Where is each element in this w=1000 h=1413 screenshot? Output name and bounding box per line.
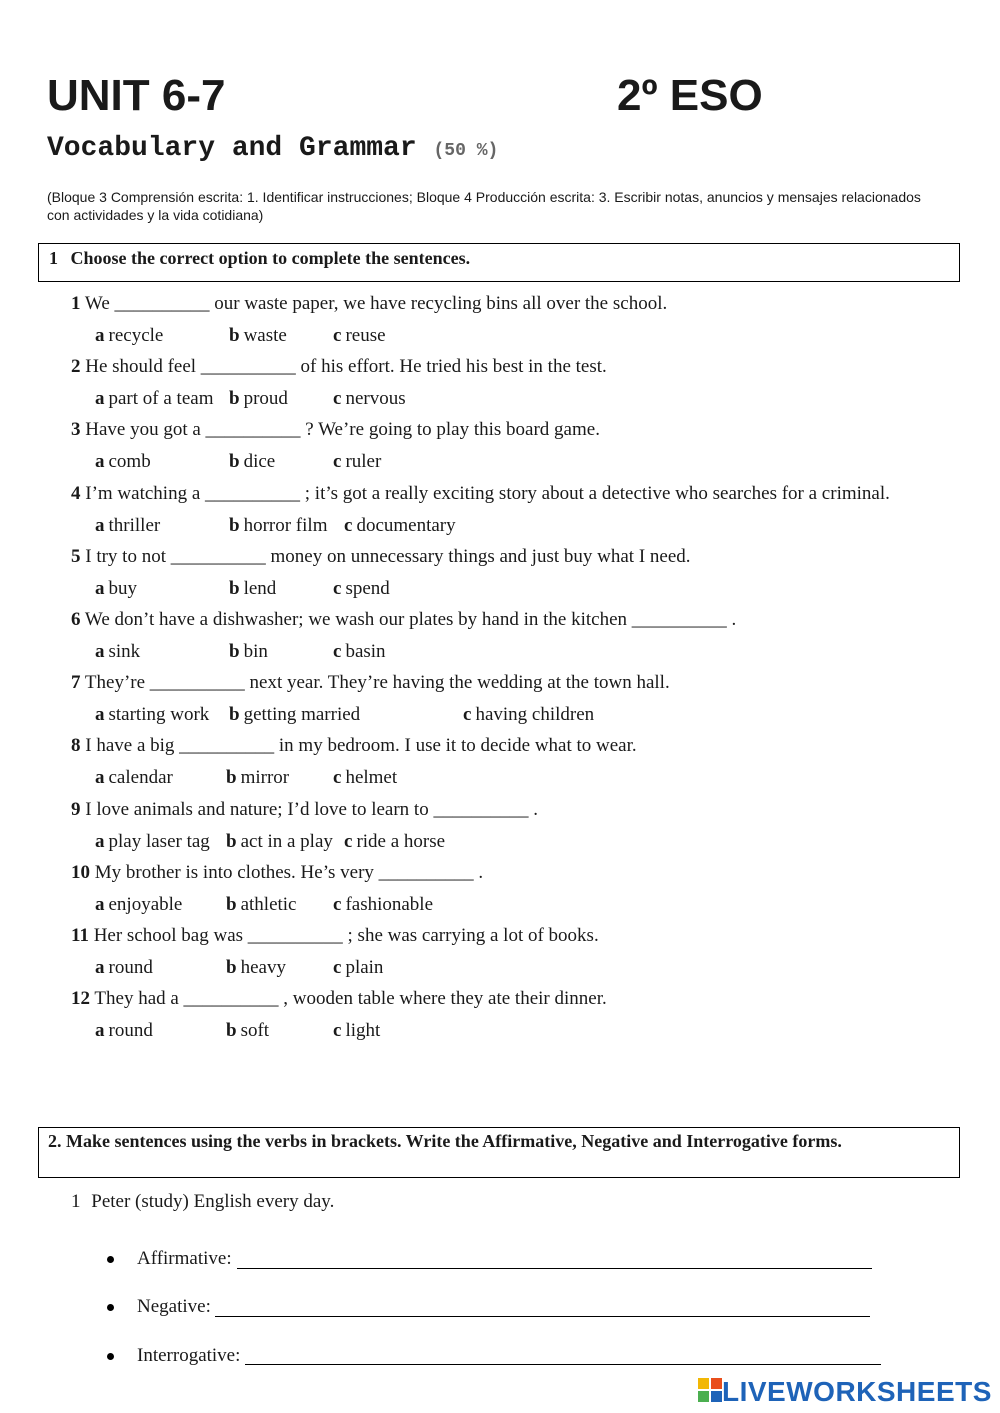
question-sentence: We __________ our waste paper, we have recycling bins all over the school. (80, 293, 668, 314)
option-text: helmet (345, 767, 398, 789)
option-text: ride a horse (356, 830, 446, 852)
question-number: 6 (71, 609, 81, 630)
exercise2-item-text: Peter (study) English every day. (91, 1191, 335, 1212)
exercise1-instruction: Choose the correct option to complete the sentences. (70, 248, 471, 268)
question-sentence: Her school bag was __________ ; she was carrying a lot of books. (88, 925, 599, 946)
option-letter: c (333, 641, 342, 662)
option-c[interactable] (333, 326, 386, 345)
question-11 (71, 926, 599, 945)
option-a[interactable] (95, 958, 153, 977)
option-c[interactable] (333, 768, 397, 787)
option-text: ruler (345, 451, 382, 473)
option-text: proud (243, 388, 288, 410)
question-number: 9 (71, 798, 81, 820)
option-a[interactable] (95, 326, 163, 345)
option-b[interactable] (226, 958, 286, 977)
option-letter: b (229, 388, 240, 410)
option-a[interactable] (95, 452, 151, 471)
option-b[interactable] (226, 895, 297, 914)
option-letter: c (333, 957, 342, 978)
question-sentence: We don’t have a dishwasher; we wash our plates by hand in the kitchen __________ . (80, 609, 737, 630)
option-text: reuse (345, 325, 386, 346)
page-subtitle (47, 133, 498, 164)
exercise1-instruction-box (38, 243, 960, 282)
option-b[interactable] (226, 832, 333, 851)
question-number: 11 (71, 925, 89, 946)
question-number: 10 (71, 861, 90, 883)
exercise2-instruction: 2. Make sentences using the verbs in brackets. Write the Affirmative, Negative and Interrogative forms. (48, 1131, 842, 1151)
question-number: 8 (71, 735, 81, 757)
option-text: bin (243, 641, 268, 662)
question-number: 1 (71, 293, 81, 314)
option-text: part of a team (108, 388, 214, 410)
option-letter: a (95, 325, 105, 346)
option-letter: b (229, 641, 240, 662)
option-letter: a (95, 957, 105, 978)
option-letter: b (229, 704, 240, 726)
option-text: round (108, 957, 153, 978)
question-8 (71, 736, 637, 755)
option-a[interactable] (95, 1021, 153, 1040)
option-text: having children (475, 704, 595, 726)
option-a[interactable] (95, 768, 173, 787)
option-text: thriller (108, 514, 161, 536)
negative-answer-line[interactable] (215, 1316, 870, 1317)
option-text: round (108, 1020, 153, 1042)
option-text: getting married (243, 704, 361, 726)
option-text: light (345, 1020, 381, 1042)
option-text: recycle (108, 325, 164, 346)
option-text: mirror (240, 767, 290, 789)
option-text: starting work (108, 704, 210, 726)
question-4 (71, 484, 890, 503)
option-letter: b (226, 767, 237, 789)
option-letter: c (333, 451, 342, 473)
option-c[interactable] (333, 895, 433, 914)
option-b[interactable] (229, 642, 268, 661)
option-c[interactable] (333, 1021, 380, 1040)
question-number: 5 (71, 545, 81, 567)
option-letter: c (344, 514, 353, 536)
option-a[interactable] (95, 579, 137, 598)
option-c[interactable] (344, 832, 445, 851)
question-sentence: I’m watching a __________ ; it’s got a really exciting story about a detective who searches for a criminal. (80, 482, 890, 504)
option-text: plain (345, 957, 384, 978)
question-9 (71, 800, 538, 819)
option-letter: c (333, 325, 342, 346)
option-text: buy (108, 577, 137, 599)
question-sentence: They’re __________ next year. They’re having the wedding at the town hall. (80, 672, 670, 694)
option-b[interactable] (229, 705, 360, 724)
exercise1-number: 1 (49, 248, 58, 268)
option-letter: b (229, 325, 240, 346)
option-text: spend (345, 577, 390, 599)
option-letter: c (333, 1020, 342, 1042)
option-c[interactable] (333, 389, 406, 408)
option-letter: b (229, 451, 240, 473)
level-title: 2º ESO (617, 71, 763, 120)
option-b[interactable] (229, 579, 276, 598)
option-text: calendar (108, 767, 173, 789)
exercise2-instruction-box (38, 1127, 960, 1178)
option-text: act in a play (240, 830, 333, 852)
option-text: athletic (240, 893, 297, 915)
liveworksheets-logo-text: LIVEWORKSHEETS (722, 1376, 992, 1407)
liveworksheets-logo-icon (698, 1378, 722, 1402)
question-sentence: He should feel __________ of his effort. He tried his best in the test. (80, 356, 607, 378)
option-letter: a (95, 1020, 105, 1042)
question-2 (71, 357, 607, 376)
question-sentence: I try to not __________ money on unnecessary things and just buy what I need. (80, 545, 691, 567)
question-sentence: I love animals and nature; I’d love to learn to __________ . (80, 798, 538, 820)
interrogative-answer-line[interactable] (245, 1364, 881, 1365)
option-letter: b (226, 957, 237, 978)
option-letter: a (95, 577, 105, 599)
option-a[interactable] (95, 895, 182, 914)
option-text: lend (243, 577, 277, 599)
option-letter: a (95, 514, 105, 536)
question-number: 7 (71, 672, 81, 694)
option-a[interactable] (95, 389, 213, 408)
option-letter: c (463, 704, 472, 726)
question-number: 2 (71, 356, 81, 378)
question-sentence: Have you got a __________ ? We’re going to play this board game. (80, 419, 600, 441)
option-text: play laser tag (108, 830, 210, 852)
option-letter: c (333, 577, 342, 599)
option-b[interactable] (229, 516, 327, 535)
question-sentence: My brother is into clothes. He’s very __________ . (90, 861, 484, 883)
exercise2-item (71, 1192, 334, 1211)
option-a[interactable] (95, 642, 140, 661)
assessment-criteria: (Bloque 3 Comprensión escrita: 1. Identificar instrucciones; Bloque 4 Producción escrita: 3. Escribir notas, anuncios y mensajes relacionados con actividades y la vida cotidiana) (47, 189, 921, 223)
negative-label: Negative: (137, 1296, 211, 1317)
option-letter: b (229, 514, 240, 536)
option-letter: c (333, 388, 342, 410)
option-c[interactable] (333, 642, 386, 661)
option-text: heavy (240, 957, 286, 978)
option-b[interactable] (226, 768, 289, 787)
option-text: sink (108, 641, 141, 662)
bullet-icon (107, 1353, 114, 1360)
option-c[interactable] (463, 705, 594, 724)
option-text: comb (108, 451, 151, 473)
affirmative-label: Affirmative: (137, 1248, 232, 1269)
option-letter: a (95, 830, 105, 852)
question-12 (71, 989, 607, 1008)
question-10 (71, 863, 483, 882)
option-letter: c (333, 893, 342, 915)
question-6 (71, 610, 736, 629)
question-sentence: I have a big __________ in my bedroom. I use it to decide what to wear. (80, 735, 637, 757)
option-a[interactable] (95, 516, 160, 535)
option-text: basin (345, 641, 386, 662)
option-b[interactable] (229, 389, 288, 408)
question-7 (71, 673, 670, 692)
unit-title: UNIT 6-7 (47, 71, 226, 120)
option-text: dice (243, 451, 276, 473)
question-sentence: They had a __________ , wooden table where they ate their dinner. (90, 988, 607, 1010)
question-number: 12 (71, 988, 90, 1010)
option-letter: b (229, 577, 240, 599)
option-letter: a (95, 893, 105, 915)
option-letter: a (95, 388, 105, 410)
option-c[interactable] (333, 958, 383, 977)
option-text: fashionable (345, 893, 434, 915)
option-b[interactable] (226, 1021, 269, 1040)
question-1 (71, 294, 667, 313)
option-c[interactable] (333, 452, 381, 471)
option-text: waste (243, 325, 287, 346)
option-letter: a (95, 704, 105, 726)
question-number: 4 (71, 482, 81, 504)
option-text: enjoyable (108, 893, 183, 915)
option-c[interactable] (333, 579, 390, 598)
question-5 (71, 547, 691, 566)
option-a[interactable] (95, 705, 209, 724)
affirmative-answer-line[interactable] (237, 1268, 872, 1269)
option-b[interactable] (229, 326, 287, 345)
option-text: documentary (356, 514, 456, 536)
question-3 (71, 420, 600, 439)
option-letter: a (95, 641, 105, 662)
option-letter: c (344, 830, 353, 852)
option-text: nervous (345, 388, 406, 410)
option-letter: a (95, 451, 105, 473)
bullet-icon (107, 1304, 114, 1311)
option-letter: b (226, 1020, 237, 1042)
exercise2-item-number: 1 (71, 1191, 81, 1212)
option-letter: b (226, 830, 237, 852)
question-number: 3 (71, 419, 81, 441)
option-b[interactable] (229, 452, 275, 471)
subtitle-percent: (50 %) (433, 141, 499, 161)
option-letter: a (95, 767, 105, 789)
option-letter: c (333, 767, 342, 789)
option-text: horror film (243, 514, 328, 536)
interrogative-label: Interrogative: (137, 1345, 241, 1366)
bullet-icon (107, 1256, 114, 1263)
option-letter: b (226, 893, 237, 915)
option-text: soft (240, 1020, 270, 1042)
subtitle-text: Vocabulary and Grammar (47, 133, 417, 164)
option-a[interactable] (95, 832, 210, 851)
option-c[interactable] (344, 516, 456, 535)
